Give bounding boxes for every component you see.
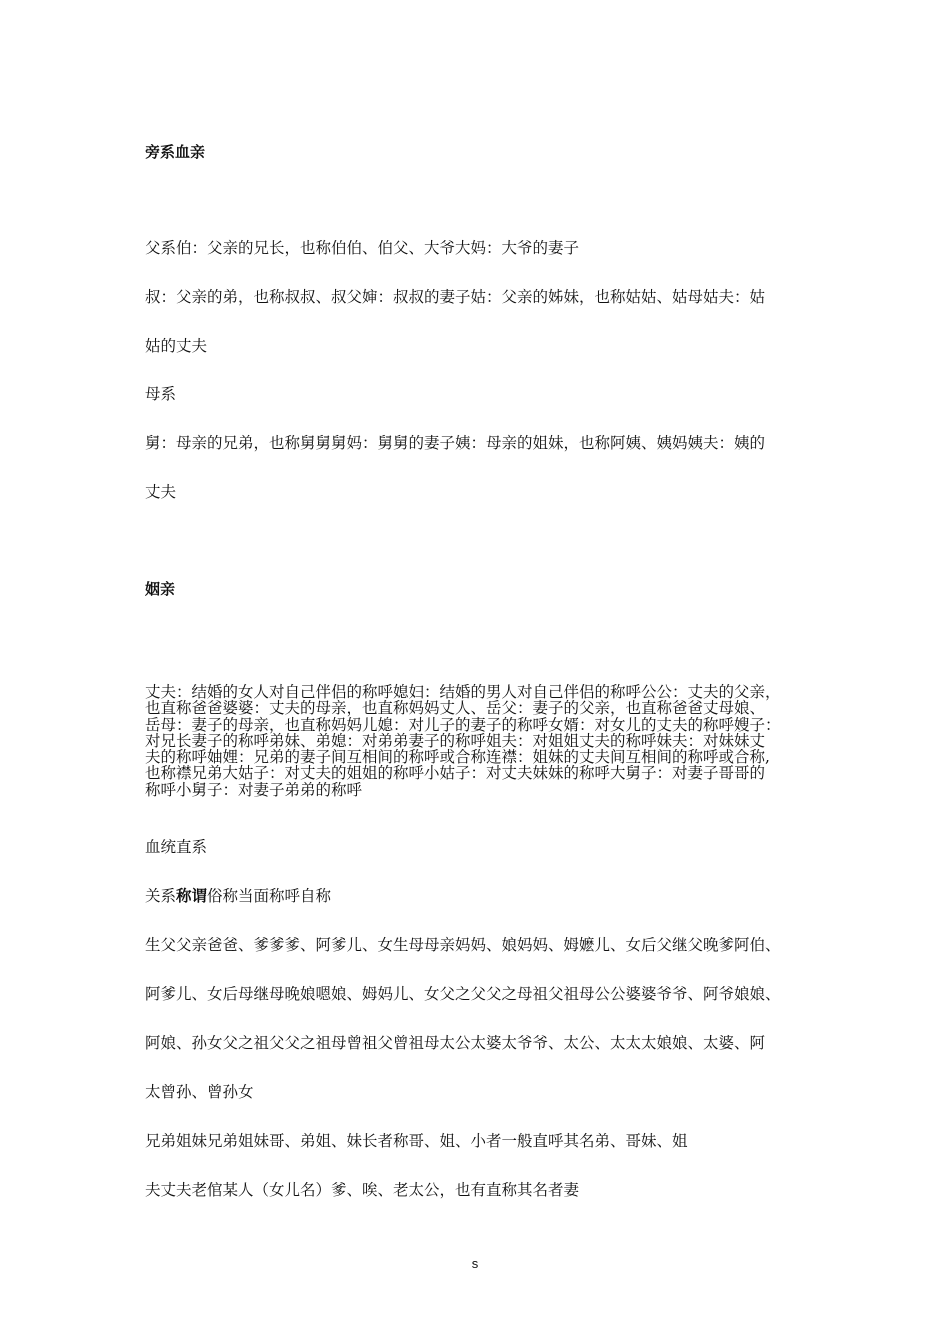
in-laws-line: 对兄长妻子的称呼弟妹、弟媳：对弟弟妻子的称呼姐夫：对姐姐丈夫的称呼妹夫：对妹妹丈 <box>145 731 766 750</box>
table-row: 兄弟姐妹兄弟姐妹哥、弟姐、妹长者称哥、姐、小者一般直呼其名弟、哥妹、姐 <box>145 1132 688 1150</box>
paternal-line-1: 父系伯：父亲的兄长，也称伯伯、伯父、大爷大妈：大爷的妻子 <box>145 239 580 257</box>
table-header <box>145 887 331 905</box>
paternal-line-2: 叔：父亲的弟，也称叔叔、叔父婶：叔叔的妻子姑：父亲的姊妹，也称姑姑、姑母姑夫：姑 <box>145 288 766 306</box>
table-header-relation: 关系 <box>145 887 177 905</box>
heading-collateral: 旁系血亲 <box>145 143 206 161</box>
paternal-line-3: 姑的丈夫 <box>145 337 208 355</box>
in-laws-line: 丈夫：结婚的女人对自己伴侣的称呼媳妇：结婚的男人对自己伴侣的称呼公公：丈夫的父亲， <box>145 683 781 701</box>
lineal-title: 血统直系 <box>145 838 208 856</box>
in-laws-paragraph <box>145 684 835 798</box>
maternal-title: 母系 <box>145 385 177 403</box>
page-footer-mark: s <box>471 1256 479 1271</box>
heading-in-laws: 姻亲 <box>145 580 176 598</box>
table-row: 太曾孙、曾孙女 <box>145 1083 254 1101</box>
table-header-title: 称谓 <box>176 886 208 905</box>
table-row: 阿爹儿、女后母继母晚娘嗯娘、姆妈儿、女父之父父之母祖父祖母公公婆婆爷爷、阿爷娘娘、 <box>145 985 781 1003</box>
in-laws-line: 夫的称呼妯娌：兄弟的妻子间互相间的称呼或合称连襟：姐妹的丈夫间互相间的称呼或合称, <box>145 748 770 767</box>
table-header-rest: 俗称当面称呼自称 <box>207 887 332 905</box>
in-laws-line: 也直称爸爸婆婆：丈夫的母亲，也直称妈妈丈人、岳父：妻子的父亲，也直称爸爸丈母娘、 <box>145 699 766 718</box>
table-row: 阿娘、孙女父之祖父父之祖母曾祖父曾祖母太公太婆太爷爷、太公、太太太娘娘、太婆、阿 <box>145 1034 766 1052</box>
in-laws-line: 称呼小舅子：对妻子弟弟的称呼 <box>145 780 363 799</box>
table-row: 夫丈夫老倌某人（女儿名）爹、唉、老太公，也有直称其名者妻 <box>145 1181 580 1199</box>
maternal-line-2: 丈夫 <box>145 483 177 501</box>
in-laws-line: 岳母：妻子的母亲，也直称妈妈儿媳：对儿子的妻子的称呼女婿：对女儿的丈夫的称呼嫂子： <box>145 715 781 734</box>
in-laws-line: 也称襟兄弟大姑子：对丈夫的姐姐的称呼小姑子：对丈夫妹妹的称呼大舅子：对妻子哥哥的 <box>145 764 766 783</box>
table-row: 生父父亲爸爸、爹爹爹、阿爹儿、女生母母亲妈妈、娘妈妈、姆嬷儿、女后父继父晚爹阿伯、 <box>145 936 781 954</box>
maternal-line-1: 舅：母亲的兄弟，也称舅舅舅妈：舅舅的妻子姨：母亲的姐妹，也称阿姨、姨妈姨夫：姨的 <box>145 434 766 452</box>
